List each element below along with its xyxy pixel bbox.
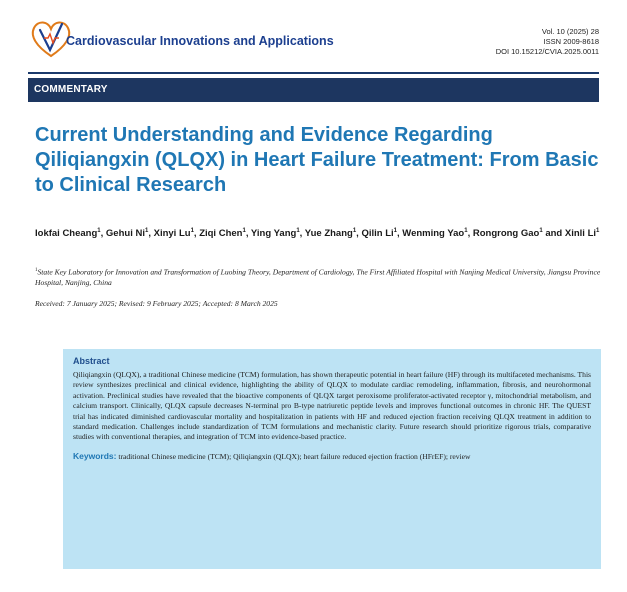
author[interactable]: Ying Yang$^1$ xyxy=(250,228,300,240)
abstract-heading: Abstract xyxy=(73,356,110,366)
article-type-banner: COMMENTARY xyxy=(28,78,599,102)
journal-meta xyxy=(496,27,599,57)
doi[interactable]: DOI 10.15212/CVIA.2025.0011 xyxy=(495,47,599,56)
author[interactable]: Xinyi Lu$^1$ xyxy=(153,228,194,240)
author[interactable]: Qilin Li$^1$ xyxy=(361,228,397,240)
author[interactable]: Rongrong Gao$^1$ xyxy=(472,228,543,240)
author[interactable]: Gehui Ni$^1$ xyxy=(105,228,149,240)
abstract-box xyxy=(63,349,601,569)
author[interactable]: Ziqi Chen$^1$ xyxy=(199,228,246,240)
article-title: Current Understanding and Evidence Regarding Qiliqiangxin (QLQX) in Heart Failure Treatment: From Basic to Clinical Research xyxy=(35,124,599,196)
affiliation: $^1$State Key Laboratory for Innovation and Transformation of Luobing Theory, Department of Cardiology, The First Affiliated Hospital with Nanjing Medical University, Jiangsu Province Hospital, Nanjing, China xyxy=(35,267,601,287)
author-list: Iokfai Cheang$^1$, Gehui Ni$^1$, Xinyi Lu$^1$, Ziqi Chen$^1$, Ying Yang$^1$, Yue Zhang$^1$, Qilin Li$^1$, Wenming Yao$^1$, Rongrong Gao$^1$ and Xinli Li$^1$ xyxy=(35,228,600,240)
keywords-text: traditional Chinese medicine (TCM); Qiliqiangxin (QLQX); heart failure reduced ejection fraction (HFrEF); review xyxy=(118,451,471,461)
volume-info: Vol. 10 (2025) 28 xyxy=(541,27,599,36)
keywords-label: Keywords: xyxy=(73,450,117,461)
author[interactable]: Yue Zhang$^1$ xyxy=(304,228,357,240)
author[interactable]: Wenming Yao$^1$ xyxy=(402,228,468,240)
abstract-text: Qiliqiangxin (QLQX), a traditional Chinese medicine (TCM) formulation, has shown therapeutic potential in heart failure (HF) through its multifaceted mechanisms. This review synthesizes preclinical and clinical evidence, highlighting the ability of QLQX to modulate cardiac remodeling, inflammation, fibrosis, and neurohormonal activation. Preclinical studies have revealed that the bioactive components of QLQX target peroxisome proliferator-activated receptor γ, mitochondrial metabolism, and calcium transport. Clinically, QLQX capsule decreases N-terminal pro B-type natriuretic peptide levels and improves functional outcomes in chronic HF. The QUEST trial has indicated diminished cardiovascular mortality and hospitalization in patients with HF and reduced ejection fraction receiving QLQX treatment in addition to standard medication. Challenges include standardization of TCM formulations and mechanistic clarity. Future research should prioritize rigorous trials, comparative studies with conventional therapies, and integration of TCM into evidence-based practice. xyxy=(73,370,592,442)
issn: ISSN 2009-8618 xyxy=(543,37,599,46)
author[interactable]: Xinli Li$^1$ xyxy=(564,228,600,240)
keywords xyxy=(73,451,591,462)
header-rule xyxy=(28,72,599,74)
author[interactable]: Iokfai Cheang$^1$ xyxy=(35,228,101,240)
journal-name: Cardiovascular Innovations and Applications xyxy=(66,34,334,48)
received-dates: Received: 7 January 2025; Revised: 9 February 2025; Accepted: 8 March 2025 xyxy=(35,299,278,308)
